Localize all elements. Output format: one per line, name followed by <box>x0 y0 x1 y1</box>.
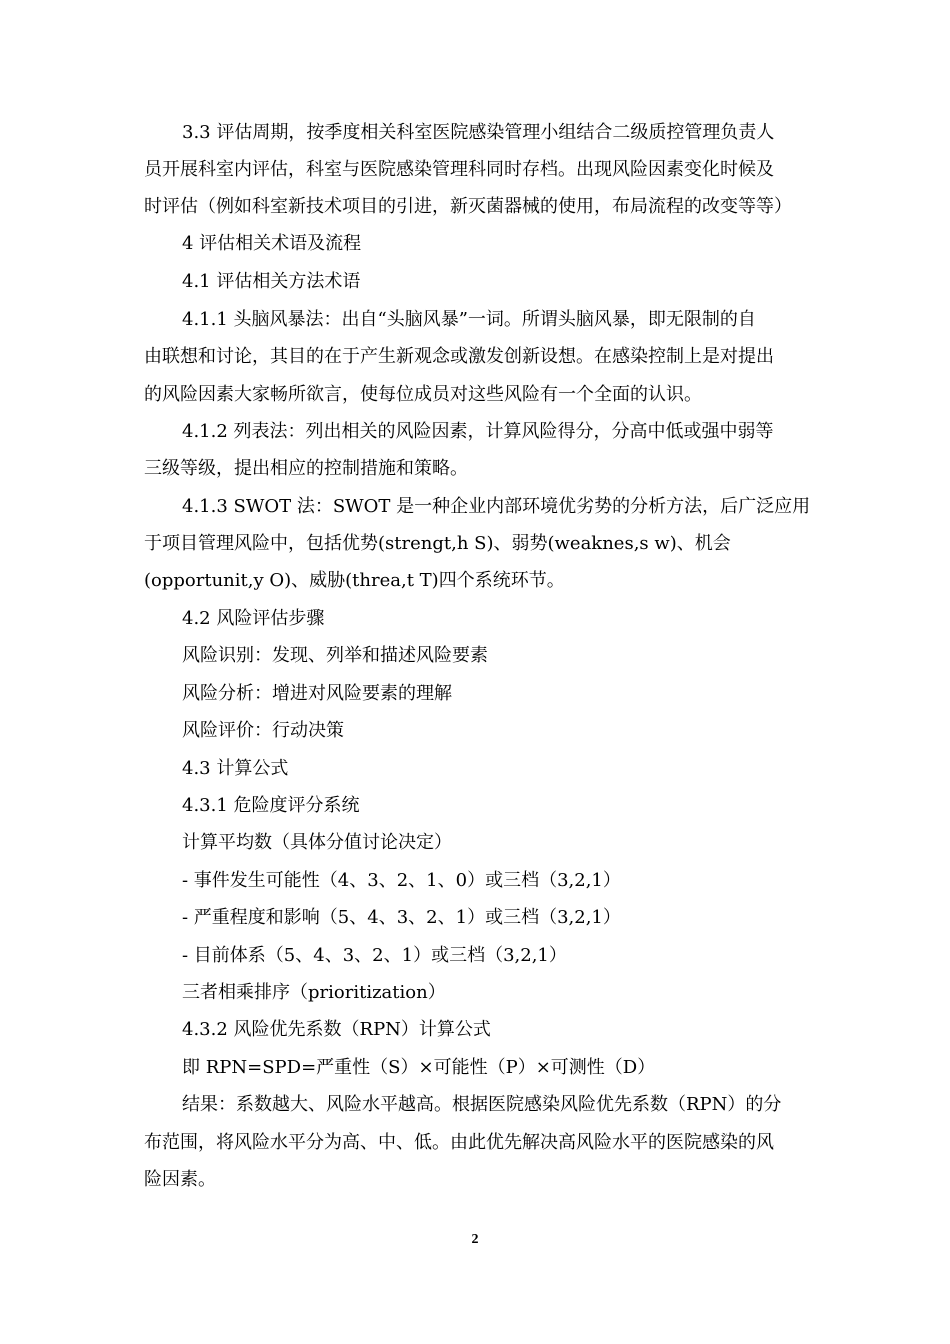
list-item: 风险识别：发现、列举和描述风险要素 <box>182 645 488 666</box>
paragraph-line: 3.3 评估周期，按季度相关科室医院感染管理小组结合二级质控管理负责人 <box>182 122 775 143</box>
list-item: - 事件发生可能性（4、3、2、1、0）或三档（3,2,1） <box>182 870 621 891</box>
paragraph-line: 的风险因素大家畅所欲言，使每位成员对这些风险有一个全面的认识。 <box>144 384 702 405</box>
paragraph-line: 三者相乘排序（prioritization） <box>182 982 446 1003</box>
paragraph-line: 4.1.1 头脑风暴法：出自“头脑风暴”一词。所谓头脑风暴，即无限制的自 <box>182 309 756 330</box>
subsection-heading: 4.3.1 危险度评分系统 <box>182 795 360 816</box>
paragraph-line: 险因素。 <box>144 1169 216 1190</box>
paragraph-line: (opportunit,y O)、威胁(threa,t T)四个系统环节。 <box>144 570 565 591</box>
subsection-heading: 4.3.2 风险优先系数（RPN）计算公式 <box>182 1019 491 1040</box>
paragraph-line: 由联想和讨论，其目的在于产生新观念或激发创新设想。在感染控制上是对提出 <box>144 346 774 367</box>
subsection-heading: 4.3 计算公式 <box>182 758 289 779</box>
paragraph-line: 4.1.2 列表法：列出相关的风险因素，计算风险得分，分高中低或强中弱等 <box>182 421 774 442</box>
formula-line: 即 RPN=SPD=严重性（S）×可能性（P）×可测性（D） <box>182 1057 656 1078</box>
page-number: 2 <box>471 1232 479 1247</box>
paragraph-line: 结果：系数越大、风险水平越高。根据医院感染风险优先系数（RPN）的分 <box>182 1094 782 1115</box>
subsection-heading: 4.1 评估相关方法术语 <box>182 271 361 292</box>
paragraph-line: 计算平均数（具体分值讨论决定） <box>182 832 452 853</box>
paragraph-line: 于项目管理风险中，包括优势(strengt,h S)、弱势(weaknes,s w)、机会 <box>144 533 731 554</box>
list-item: - 目前体系（5、4、3、2、1）或三档（3,2,1） <box>182 945 567 966</box>
paragraph-line: 时评估（例如科室新技术项目的引进，新灭菌器械的使用，布局流程的改变等等） <box>144 196 792 217</box>
section-heading: 4 评估相关术语及流程 <box>182 233 362 254</box>
paragraph-line: 员开展科室内评估，科室与医院感染管理科同时存档。出现风险因素变化时候及 <box>144 159 774 180</box>
list-item: 风险评价：行动决策 <box>182 720 344 741</box>
paragraph-line: 三级等级，提出相应的控制措施和策略。 <box>144 458 468 479</box>
paragraph-line: 4.1.3 SWOT 法：SWOT 是一种企业内部环境优劣势的分析方法，后广泛应用 <box>182 496 811 517</box>
subsection-heading: 4.2 风险评估步骤 <box>182 608 325 629</box>
paragraph-line: 布范围，将风险水平分为高、中、低。由此优先解决高风险水平的医院感染的风 <box>144 1132 774 1153</box>
list-item: - 严重程度和影响（5、4、3、2、1）或三档（3,2,1） <box>182 907 621 928</box>
list-item: 风险分析：增进对风险要素的理解 <box>182 683 452 704</box>
